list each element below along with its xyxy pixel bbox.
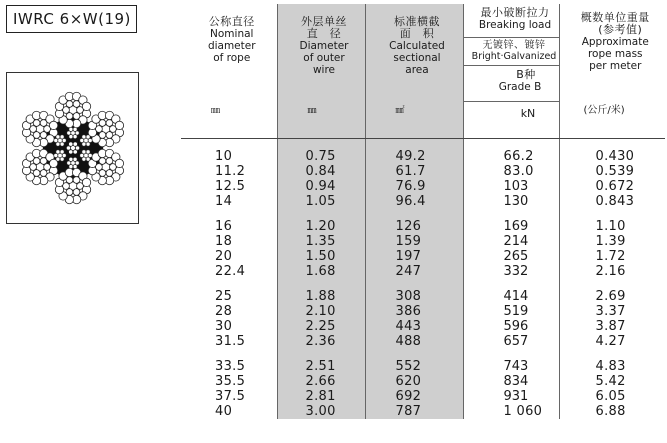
product-title: IWRC 6×W(19) [6,5,137,33]
strand-wire [82,178,90,186]
rope-cross-section-diagram [6,72,139,224]
cell-sectional-area: 126 [365,209,463,234]
cell-sectional-area: 443 [365,319,463,334]
cell-nominal-diameter: 14 [215,194,233,209]
cell-nominal-diameter: 12.5 [215,179,246,194]
cell-breaking-load: 1 060 [463,404,559,419]
cell-breaking-load: 931 [463,389,559,404]
header-area-unit: ㎟ [395,106,405,116]
header-area-zh-1: 标准横截 [394,15,440,28]
cell-breaking-load: 66.2 [463,139,559,165]
cell-breaking-load: 834 [463,374,559,389]
header-mass-en-1: Approximate [581,36,649,48]
cell-sectional-area: 247 [365,264,463,279]
cell-sectional-area: 61.7 [365,164,463,179]
cell-sectional-area: 96.4 [365,194,463,209]
table-row [181,319,665,334]
core-wire [88,139,92,143]
cell-nominal-diameter: 11.2 [215,164,246,179]
cell-breaking-load: 265 [463,249,559,264]
core-wire [69,142,73,146]
grade-zh: B种 [516,68,536,81]
cell-rope-mass: 0.539 [559,164,665,179]
core-wire [60,135,64,139]
cell-rope-mass: 2.69 [559,279,665,304]
cell-nominal-diameter: 31.5 [215,334,246,349]
cell-wire-diameter: 1.68 [277,264,365,279]
header-mass-zh-2: (参考值) [598,23,643,36]
table-row [181,304,665,319]
core-wire [86,135,90,139]
cell-wire-diameter: 0.94 [277,179,365,194]
cell-wire-diameter: 2.36 [277,334,365,349]
core-wire [56,135,60,139]
table-row [181,234,665,249]
core-wire [60,142,64,146]
header-nominal-zh: 公称直径 [208,15,255,28]
cell-nominal-diameter: 20 [215,249,233,264]
cell-nominal-diameter: 35.5 [215,374,246,389]
cell-wire-diameter: 2.51 [277,349,365,374]
cell-breaking-load: 214 [463,234,559,249]
cell-rope-mass: 1.72 [559,249,665,264]
table-row [181,279,665,304]
header-area-en-2: sectional [393,52,441,64]
header-wire-en-3: wire [312,64,336,76]
header-mass-en-3: per meter [589,60,642,72]
header-outer-wire-diameter [277,4,365,139]
cell-sectional-area: 488 [365,334,463,349]
core-wire [69,157,73,161]
core-wire [69,135,73,139]
header-wire-zh-1: 外层单丝 [301,15,347,28]
cell-wire-diameter: 1.88 [277,279,365,304]
cell-sectional-area: 197 [365,249,463,264]
cell-wire-diameter: 1.50 [277,249,365,264]
core-wire [56,150,60,154]
table-row [181,349,665,374]
header-area-en-3: area [405,64,429,76]
cell-rope-mass: 6.88 [559,404,665,419]
core-wire [73,142,77,146]
core-wire [73,165,77,169]
core-wire [82,142,86,146]
cell-nominal-diameter: 10 [215,149,233,164]
header-area-zh-2: 面 积 [399,27,435,40]
core-wire [60,150,64,154]
core-wire [69,150,73,154]
breaking-load-finish [464,38,559,66]
core-wire [69,127,73,131]
cell-breaking-load: 332 [463,264,559,279]
core-wire [67,131,71,135]
table-row [181,404,665,419]
finish-en: Bright·Galvanized [471,51,557,62]
breaking-load-title [464,4,559,38]
cell-rope-mass: 1.39 [559,234,665,249]
cell-breaking-load: 519 [463,304,559,319]
strand-wire [115,121,123,129]
core-wire [75,161,79,165]
cell-wire-diameter: 2.81 [277,389,365,404]
header-mass-unit: (公斤/米) [583,105,625,116]
core-wire [80,139,84,143]
header-breaking-load [463,4,559,139]
header-nominal-en-3: of rope [213,52,251,64]
strand-wire [49,121,57,129]
cell-wire-diameter: 3.00 [277,404,365,419]
cell-nominal-diameter: 22.4 [215,264,246,279]
header-mass-en-2: rope mass [587,48,643,60]
cell-sectional-area: 76.9 [365,179,463,194]
header-mass-zh-1: 概数单位重量 [580,11,650,24]
cell-nominal-diameter: 33.5 [215,359,246,374]
cell-sectional-area: 49.2 [365,139,463,165]
core-wire [56,142,60,146]
table-row [181,389,665,404]
header-nominal-en-2: diameter [207,40,256,52]
breaking-load-unit: kN [520,107,536,120]
cell-sectional-area: 386 [365,304,463,319]
core-wire [82,157,86,161]
core-wire [66,146,70,150]
cell-rope-mass: 1.10 [559,209,665,234]
cell-breaking-load: 83.0 [463,164,559,179]
cell-sectional-area: 620 [365,374,463,389]
core-wire [62,154,66,158]
cell-breaking-load: 657 [463,334,559,349]
core-wire [56,157,60,161]
cell-breaking-load: 103 [463,179,559,194]
cell-nominal-diameter: 37.5 [215,389,246,404]
header-rope-mass [559,4,665,139]
core-wire [86,157,90,161]
cell-nominal-diameter: 30 [215,319,233,334]
cell-nominal-diameter: 25 [215,289,233,304]
cell-rope-mass: 6.05 [559,389,665,404]
core-wire [60,157,64,161]
cell-sectional-area: 308 [365,279,463,304]
core-wire [86,142,90,146]
core-wire [73,157,77,161]
core-wire [73,150,77,154]
cell-breaking-load: 743 [463,349,559,374]
cell-wire-diameter: 0.84 [277,164,365,179]
table-row [181,249,665,264]
table-row [181,139,665,165]
cell-wire-diameter: 1.20 [277,209,365,234]
cell-nominal-diameter: 28 [215,304,233,319]
table-row [181,334,665,349]
cell-sectional-area: 159 [365,234,463,249]
table-row [181,264,665,279]
spec-table [181,4,665,419]
header-wire-unit: ㎜ [307,106,317,116]
cell-rope-mass: 4.83 [559,349,665,374]
cell-nominal-diameter: 18 [215,234,233,249]
core-wire [73,135,77,139]
header-wire-en-2: of outer [303,52,345,64]
core-wire [54,139,58,143]
finish-zh: 无镀锌、镀锌 [482,40,546,51]
cell-breaking-load: 596 [463,319,559,334]
core-wire [88,154,92,158]
cell-sectional-area: 787 [365,404,463,419]
header-nominal-unit: ㎜ [211,106,221,116]
strand-wire [82,102,90,110]
cell-sectional-area: 552 [365,349,463,374]
cell-wire-diameter: 0.75 [277,139,365,165]
header-wire-zh-2: 直 径 [306,27,342,40]
table-row [181,209,665,234]
header-sectional-area [365,4,463,139]
cell-breaking-load: 130 [463,194,559,209]
cell-wire-diameter: 2.66 [277,374,365,389]
cell-wire-diameter: 1.35 [277,234,365,249]
header-row [181,4,665,139]
cell-breaking-load: 414 [463,279,559,304]
cell-rope-mass: 0.843 [559,194,665,209]
core-wire [82,135,86,139]
breaking-load-en: Breaking load [478,19,552,31]
header-nominal-diameter [181,4,277,139]
core-wire [62,139,66,143]
cell-wire-diameter: 1.05 [277,194,365,209]
cell-breaking-load: 169 [463,209,559,234]
cell-sectional-area: 692 [365,389,463,404]
header-wire-en-1: Diameter [299,40,349,52]
header-nominal-en-1: Nominal [210,28,254,40]
cell-rope-mass: 0.672 [559,179,665,194]
table-row [181,194,665,209]
header-area-en-1: Calculated [389,40,445,52]
strand-wire [115,159,123,167]
cell-rope-mass: 5.42 [559,374,665,389]
cell-rope-mass: 3.87 [559,319,665,334]
breaking-load-grade [464,66,559,102]
core-wire [67,161,71,165]
breaking-load-zh: 最小破断拉力 [480,6,550,19]
cell-wire-diameter: 2.10 [277,304,365,319]
cell-rope-mass: 2.16 [559,264,665,279]
core-wire [73,127,77,131]
cell-nominal-diameter: 16 [215,219,233,234]
rope-cross-section-image [9,81,137,215]
core-wire [82,150,86,154]
core-wire [80,154,84,158]
table-row [181,374,665,389]
cell-nominal-diameter: 40 [215,404,233,419]
core-wire [54,154,58,158]
cell-rope-mass: 4.27 [559,334,665,349]
core-wire [86,150,90,154]
core-wire [69,165,73,169]
cell-wire-diameter: 2.25 [277,319,365,334]
table-row [181,164,665,179]
core-wire [75,146,79,150]
grade-en: Grade B [498,81,542,93]
core-wire [75,131,79,135]
cell-rope-mass: 0.430 [559,139,665,165]
table-row [181,179,665,194]
cell-rope-mass: 3.37 [559,304,665,319]
